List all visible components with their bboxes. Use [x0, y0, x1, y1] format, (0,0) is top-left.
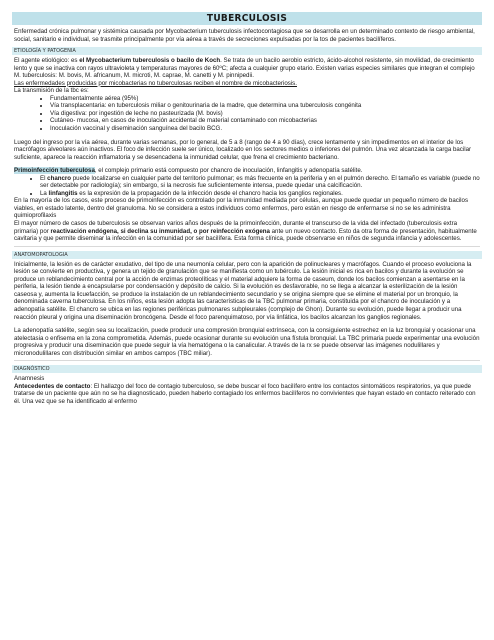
anatomo-paragraph-2: La adenopatía satélite, según sea su localización, puede producir una compresión bronquial extrínseca, con la consiguiente estrechez en la luz bronquial y ocasionar una atelectasia o enfisema en la zona comprometida. Además, puede ocasionar durante su evolución una fístula bronquial. La TBC primaria puede experimentar una evolución progresiva y producir una diseminación que puede seguir la vía hematógena o la canalicular. A través de la rx se puede observar las imágenes nodulillares y micronodulillares con distribución similar en ambos campos (TBC miliar).	[14, 327, 480, 357]
contacto-paragraph: Antecedentes de contacto: El hallazgo del foco de contagio tuberculoso, se debe buscar el foco bacilífero entre los contactos sintomáticos respiratorios, ya que puede tratarse de un paciente que aún no se ha diagnosticado, pueden haberlo contagiado los enfermos bacilíferos no convivientes que hayan estado en contacto reiterado con él. Una vez que se ha identificado al enfermo	[14, 382, 476, 405]
ingreso-paragraph: Luego del ingreso por la vía aérea, durante varias semanas, por lo general, de 5 a 8 (rango de 4 a 90 días), crece lentamente y sin impedimentos en el interior de los macrófagos alveolares aún inactivos. El foco de infección suele ser único, localizado en los sectores medios o inferiores del pulmón. Una vez alcanzada la carga bacilar suficiente, aparece la reacción inflamatoria y se desencadena la inmunidad celular, que frena el crecimiento bacteriano.	[14, 138, 472, 161]
reactivacion-paragraph: El mayor número de casos de tuberculosis se observan varios años después de la primoinfección, durante el transcurso de la vida del infectado (tuberculosis extra primaria) por reactivación endógena, si declina su inmunidad, o por reinfección exógena ante un nuevo contacto. Esto da otra forma de presentación, habitualmente cavitaria y que permite diseminar la infección en la comunidad por ser bacilífera. Esta forma clínica, puede observarse en niños de segunda infancia y adolescentes.	[14, 220, 477, 243]
anamnesis-label: Anamnesis	[14, 375, 45, 383]
section-heading-anatomopatologia: ANATOMOPATOLOGIA	[12, 251, 482, 259]
mayoria-paragraph: En la mayoría de los casos, este proceso de primoinfección es controlado por la inmunidad mediada por células, aunque puede quedar un pequeño número de bacilos viables, en estado latente, dentro del granuloma. No se considera a estos individuos como enfermos, pero están en riesgo de enfermarse si no se les administra quimioprofilaxis	[14, 197, 469, 220]
transmission-title: La transmisión de la tbc es:	[14, 87, 89, 95]
divider	[14, 360, 480, 361]
complejo-list	[14, 175, 480, 198]
agent-paragraph: El agente etiológico: es el Mycobacterium tuberculosis o bacilo de Koch. Se trata de un bacilo aerobio estricto, ácido-alcohol resistente, sin movilidad, de crecimiento lento y que se inactiva con rayos ultravioleta y temperaturas mayores de 60ºC; afecta a cualquier grupo etario. Existen varias especies similares que integran el complejo M. tuberculosis: M. bovis, M. africanum, M. microti, M. caprae, M. canetti y M. pinnipedii.	[14, 57, 475, 80]
anatomo-paragraph-1: Inicialmente, la lesión es de carácter exudativo, del tipo de una neumonía celular, pero con la aparición de polinucleares y macrófagos. Cuando el proceso evoluciona la lesión se convierte en productiva, y genera un tejido de granulación que se manifiesta como un tubérculo. La lesión inicial es rica en bacilos y durante la evolución se produce un reblandecimiento central por la acción de enzimas proteolíticas y el material adquiere la forma de caseum, donde los bacilos comienzan a asentarse en la periferia, la lesión tiende a encapsularse por condensación y depósito de calcio. Si la evolución es desfavorable, no se llega a alcanzar la esterilización de la lesión caseosa y, aumenta la licuefacción, se produce la instalación de un reblandecimiento secundario y se origina siempre que se elimine el material por un bronquio, la denominada caverna tuberculosa. En los niños, esta lesión adopta las características de la TBC pulmonar primaria, constituida por el chancro de inoculación y a adenopatía satélite. El chancro se ubica en las regiones periféricas pulmonares subpleurales (complejo de Ghon). Durante su evolución, puede llegar a producir una reacción pleural y origina una diseminación broncógena. Desde el foco parenquimatoso, por vía linfática, los bacilos alcanzan los ganglios regionales.	[14, 260, 472, 321]
divider	[14, 246, 480, 247]
intro-paragraph: Enfermedad crónica pulmonar y sistémica causada por Mycobacterium tuberculosis infectocontagiosa que se desarrolla en un determinado contexto de riesgo ambiental, social, sanitario e individual, se trasmite principalmente por vía aérea a través de secreciones expulsadas por la tos de pacientes bacilíferos.	[14, 28, 475, 43]
linfangitis-item: • La linfangitis es la expresión de la propagación de la infección desde el chancro hacia los ganglios regionales.	[40, 190, 480, 198]
section-heading-diagnostico: DIAGNÓSTICO	[12, 365, 482, 373]
document-title: TUBERCULOSIS	[12, 12, 482, 25]
agent-bold: el Mycobacterium tuberculosis o bacilo de Koch	[79, 57, 221, 65]
micobacteriosis-note: Las enfermedades producidas por micobacterias no tuberculosas reciben el nombre de micobacteriosis.	[14, 79, 297, 87]
list-item: • Vía transplacentaria: en tuberculosis miliar o genitourinaria de la madre, que determina una tuberculosis congénita	[50, 102, 480, 110]
transmission-list	[14, 95, 480, 133]
list-item: • Fundamentalmente aérea (95%)	[50, 95, 480, 103]
section-heading-etiologia: ETIOLOGÍA Y PATOGENIA	[12, 47, 482, 55]
primoinfeccion-highlight: Primoinfección tuberculosa	[14, 167, 95, 175]
chancro-item: • El chancro puede localizarse en cualquier parte del territorio pulmonar; es más frecuente en la periferia y en el pulmón derecho. El tamaño es variable (puede no ser detectable por radiología); sin embargo, si la necrosis fue suficientemente intensa, puede quedar una calcificación.	[40, 175, 480, 190]
list-item: • Vía digestiva: por ingestión de leche no pasteurizada (M. bovis)	[50, 110, 480, 118]
list-item: • Cutáneo- mucosa, en casos de inoculación accidental de material contaminado con micobacterias	[50, 117, 480, 125]
primoinfeccion-paragraph: Primoinfección tuberculosa, el complejo primario está compuesto por chancro de inoculación, linfangitis y adenopatía satélite.	[14, 167, 363, 175]
list-item: • Inoculación vaccinal y diseminación sanguínea del bacilo BCG.	[50, 125, 480, 133]
